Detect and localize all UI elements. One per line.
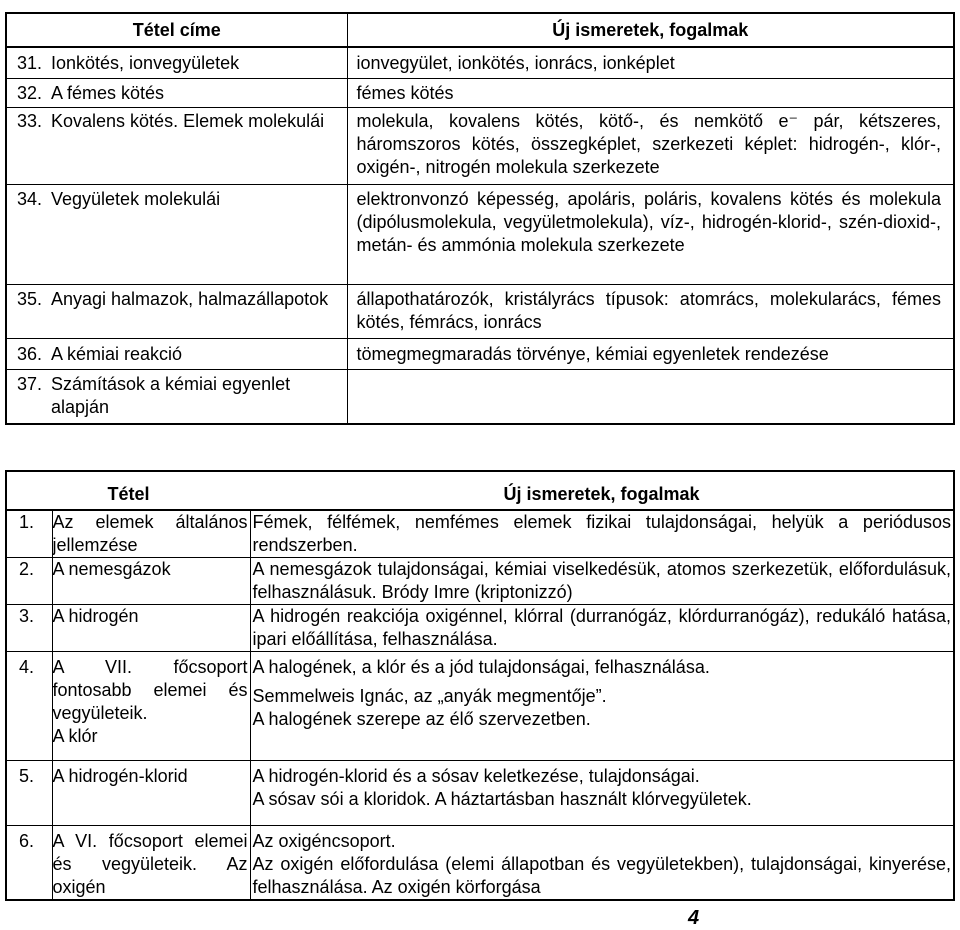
row-title: A kémiai reakció xyxy=(51,339,347,370)
table-row xyxy=(6,761,954,826)
row-number: 34. xyxy=(6,185,51,285)
row-number: 6. xyxy=(6,826,52,901)
table-row xyxy=(6,826,954,901)
row-title: Vegyületek molekulái xyxy=(51,185,347,285)
row-concepts-cell xyxy=(250,652,954,761)
row-title: A fémes kötés xyxy=(51,79,347,108)
table-row xyxy=(6,185,954,285)
row-number: 33. xyxy=(6,108,51,185)
row-concepts: ionvegyület, ionkötés, ionrács, ionképlet xyxy=(347,47,954,79)
row-title: A VI. főcsoport elemei és vegyületeik. Az oxigén xyxy=(52,826,250,901)
row-number: 32. xyxy=(6,79,51,108)
row-number: 35. xyxy=(6,285,51,339)
row-concepts: elektronvonzó képesség, apoláris, poláris, kovalens kötés és molekula (dipólusmolekula, vegyületmolekula), víz-, hidrogén-klorid-, szén-dioxid-, metán- és ammónia molekula szerkezete xyxy=(347,185,954,285)
row-concept-line: Az oxigén előfordulása (elemi állapotban és vegyületekben), tulajdonságai, kinyerése, felhasználása. Az oxigén körforgása xyxy=(252,854,951,897)
table-row xyxy=(6,47,954,79)
table-row xyxy=(6,370,954,425)
header-title: Tétel címe xyxy=(6,13,347,47)
row-title: A hidrogén-klorid xyxy=(52,761,250,826)
row-concept-line: Semmelweis Ignác, az „anyák megmentője”. xyxy=(252,686,607,706)
row-number: 3. xyxy=(6,605,52,652)
row-concepts: tömegmegmaradás törvénye, kémiai egyenletek rendezése xyxy=(347,339,954,370)
row-concept-line: A halogének, a klór és a jód tulajdonságai, felhasználása. xyxy=(252,657,710,677)
table-row xyxy=(6,510,954,558)
table-row xyxy=(6,605,954,652)
row-concepts: Fémek, félfémek, nemfémes elemek fizikai tulajdonságai, helyük a periódusos rendszerben. xyxy=(250,510,954,558)
row-concept-line: A halogének szerepe az élő szervezetben. xyxy=(252,709,591,729)
row-concepts-cell xyxy=(250,761,954,826)
topics-table-1-6 xyxy=(5,470,955,901)
row-number: 5. xyxy=(6,761,52,826)
row-title: A hidrogén xyxy=(52,605,250,652)
row-concept-line: A sósav sói a kloridok. A háztartásban használt klórvegyületek. xyxy=(252,789,752,809)
table-row xyxy=(6,558,954,605)
row-concept-line: A hidrogén-klorid és a sósav keletkezése, tulajdonságai. xyxy=(252,766,700,786)
row-title: Ionkötés, ionvegyületek xyxy=(51,52,240,73)
header-concepts: Új ismeretek, fogalmak xyxy=(347,13,954,47)
header-title: Tétel xyxy=(6,471,250,510)
row-concept-line: Az oxigéncsoport. xyxy=(252,831,396,851)
row-title: A nemesgázok xyxy=(52,558,250,605)
row-title: Kovalens kötés. Elemek molekulái xyxy=(51,108,347,185)
row-concepts: állapothatározók, kristályrács típusok: atomrács, molekularács, fémes kötés, fémrács, ionrács xyxy=(347,285,954,339)
table-row xyxy=(6,652,954,761)
row-title: A VII. főcsoport fontosabb elemei és vegyületeik. xyxy=(52,657,248,723)
table-header-row xyxy=(6,471,954,510)
table-row xyxy=(6,285,954,339)
row-number: 1. xyxy=(19,512,35,532)
row-concepts: A hidrogén reakciója oxigénnel, klórral (durranógáz, klórdurranógáz), redukáló hatása, ipari előállítása, felhasználása. xyxy=(250,605,954,652)
row-number: 4. xyxy=(6,652,52,761)
row-title: Az elemek általános jellemzése xyxy=(52,510,250,558)
table-row xyxy=(6,108,954,185)
row-number: 2. xyxy=(6,558,52,605)
topics-table-31-37 xyxy=(5,12,955,425)
row-subtitle: A klór xyxy=(52,726,98,746)
row-number: 31. xyxy=(17,52,43,73)
row-title: Számítások a kémiai egyenlet alapján xyxy=(51,370,347,425)
row-number: 37. xyxy=(6,370,51,425)
table-row xyxy=(6,339,954,370)
row-concepts: fémes kötés xyxy=(347,79,954,108)
row-title-cell xyxy=(52,652,250,761)
table-row xyxy=(6,79,954,108)
table-header-row xyxy=(6,13,954,47)
page-number: 4 xyxy=(688,907,700,929)
row-concepts-cell xyxy=(250,826,954,901)
row-concepts xyxy=(347,370,954,425)
row-title: Anyagi halmazok, halmazállapotok xyxy=(51,285,347,339)
row-number: 36. xyxy=(6,339,51,370)
row-concepts: molekula, kovalens kötés, kötő-, és nemkötő e⁻ pár, kétszeres, háromszoros kötés, összegképlet, szerkezeti képlet: hidrogén-, klór-, oxigén-, nitrogén molekula szerkezete xyxy=(347,108,954,185)
row-concepts: A nemesgázok tulajdonságai, kémiai viselkedésük, atomos szerkezetük, előfordulásuk, felhasználásuk. Bródy Imre (kriptonizzó) xyxy=(250,558,954,605)
header-concepts: Új ismeretek, fogalmak xyxy=(250,471,954,510)
